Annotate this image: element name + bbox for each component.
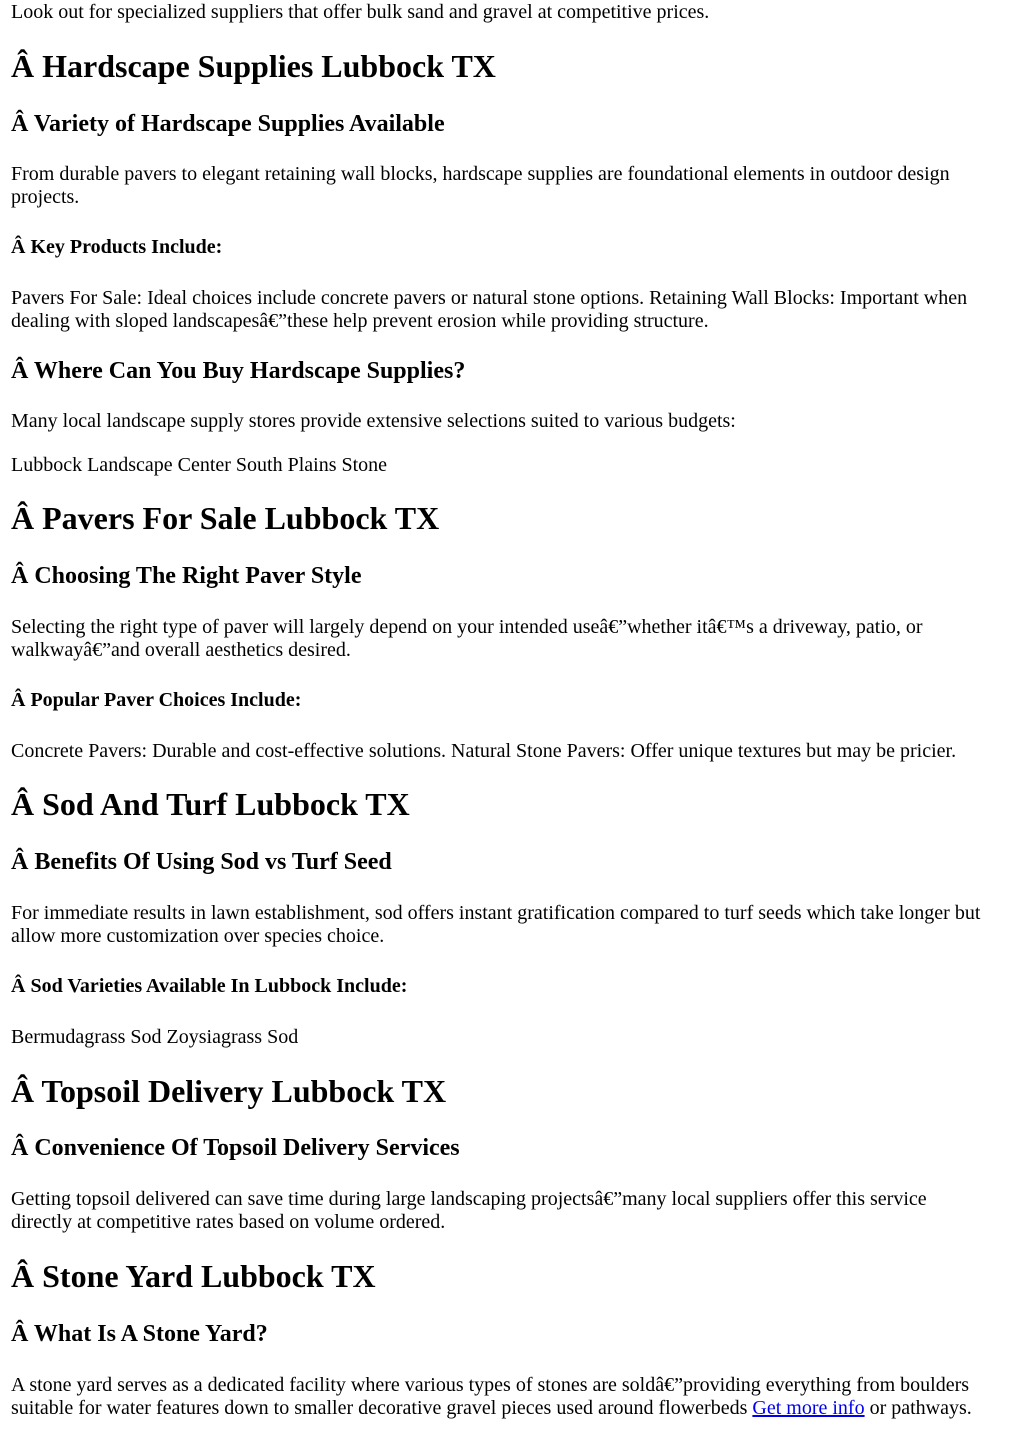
topsoil-convenience-heading: Â Convenience Of Topsoil Delivery Services [11, 1135, 460, 1161]
stone-yard-what-heading: Â What Is A Stone Yard? [11, 1321, 268, 1347]
hardscape-key-line-1: Pavers For Sale: Ideal choices include concrete pavers or natural stone options. Retaining Wall Blocks: Important when [11, 287, 968, 309]
topsoil-convenience-line-2: directly at competitive rates based on volume ordered. [11, 1211, 446, 1233]
sod-benefits-line-1: For immediate results in lawn establishment, sod offers instant gratification compared to turf seeds which take longer but [11, 902, 981, 924]
pavers-style-heading: Â Choosing The Right Paver Style [11, 563, 362, 589]
hardscape-variety-line-1: From durable pavers to elegant retaining wall blocks, hardscape supplies are foundational elements in outdoor design [11, 163, 950, 185]
stone-yard-text-before-link: suitable for water features down to smaller decorative gravel pieces used around flowerbeds [11, 1397, 753, 1419]
sod-benefits-line-2: allow more customization over species choice. [11, 925, 385, 947]
pavers-choices-paragraph: Concrete Pavers: Durable and cost-effective solutions. Natural Stone Pavers: Offer unique textures but may be pricier. [11, 740, 957, 762]
hardscape-where-paragraph: Many local landscape supply stores provide extensive selections suited to various budgets: [11, 410, 736, 432]
hardscape-variety-heading: Â Variety of Hardscape Supplies Available [11, 111, 445, 137]
sod-varieties-paragraph: Bermudagrass Sod Zoysiagrass Sod [11, 1026, 299, 1048]
get-more-info-link[interactable]: Get more info [752, 1397, 865, 1419]
hardscape-variety-line-2: projects. [11, 186, 80, 208]
topsoil-heading: Â Topsoil Delivery Lubbock TX [11, 1073, 447, 1109]
pavers-heading: Â Pavers For Sale Lubbock TX [11, 500, 440, 536]
pavers-style-line-1: Selecting the right type of paver will largely depend on your intended useâ€”whether itâ€™s a driveway, patio, or [11, 616, 923, 638]
sod-benefits-heading: Â Benefits Of Using Sod vs Turf Seed [11, 849, 392, 875]
stone-yard-what-line-2 [11, 1397, 972, 1420]
topsoil-convenience-line-1: Getting topsoil delivered can save time during large landscaping projectsâ€”many local suppliers offer this service [11, 1188, 927, 1210]
sod-varieties-heading: Â Sod Varieties Available In Lubbock Include: [11, 975, 408, 997]
stone-yard-text-after-link: or pathways. [864, 1397, 972, 1419]
hardscape-heading: Â Hardscape Supplies Lubbock TX [11, 48, 496, 84]
stone-yard-heading: Â Stone Yard Lubbock TX [11, 1258, 376, 1294]
pavers-style-line-2: walkwayâ€”and overall aesthetics desired. [11, 639, 351, 661]
hardscape-where-heading: Â Where Can You Buy Hardscape Supplies? [11, 358, 466, 384]
hardscape-key-line-2: dealing with sloped landscapesâ€”these help prevent erosion while providing structure. [11, 310, 709, 332]
pavers-choices-heading: Â Popular Paver Choices Include: [11, 689, 302, 711]
intro-paragraph: Look out for specialized suppliers that offer bulk sand and gravel at competitive prices. [11, 1, 710, 23]
stone-yard-what-line-1: A stone yard serves as a dedicated facility where various types of stones are soldâ€”providing everything from boulders [11, 1374, 970, 1396]
hardscape-stores-paragraph: Lubbock Landscape Center South Plains Stone [11, 454, 388, 476]
sod-heading: Â Sod And Turf Lubbock TX [11, 786, 410, 822]
hardscape-key-heading: Â Key Products Include: [11, 236, 223, 258]
